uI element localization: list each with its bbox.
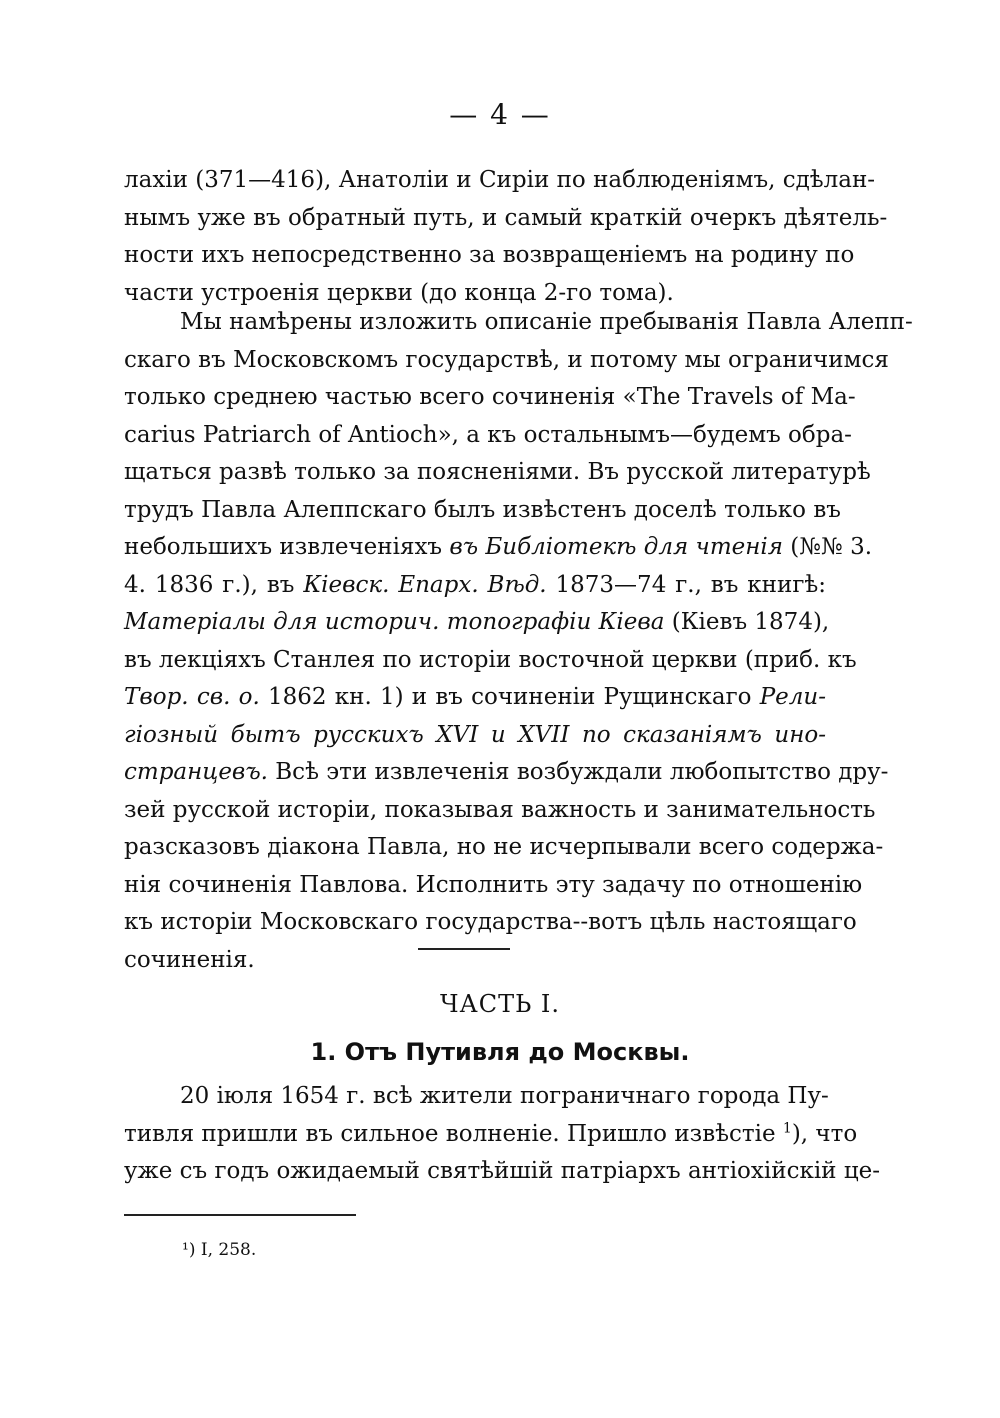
paragraph-2: [124, 304, 913, 979]
text-run: (Кіевъ 1874),: [664, 609, 830, 635]
text-run: (№№ 3.: [783, 534, 873, 560]
italic-citation: Твор. св. о.: [124, 684, 260, 710]
text-line: нымъ уже въ обратный путь, и самый краткій очеркъ дѣятель-: [124, 204, 888, 231]
text-line: трудъ Павла Алеппскаго былъ извѣстенъ доселѣ только въ: [124, 496, 841, 523]
text-line: части устроенія церкви (до конца 2-го тома).: [124, 279, 674, 306]
text-run: небольшихъ извлеченіяхъ: [124, 534, 450, 560]
text-line: [124, 604, 830, 642]
text-line: [124, 567, 826, 605]
text-line: [124, 754, 889, 792]
text-line: Мы намѣрены изложить описаніе пребыванія Павла Алепп-: [180, 309, 913, 335]
text-run: 4. 1836 г.), въ: [124, 571, 304, 598]
text-line: [124, 529, 873, 567]
footnote-marker: 1: [782, 1119, 792, 1136]
text-line: уже съ годъ ожидаемый святѣйшій патріархъ антіохійскій це-: [124, 1158, 880, 1184]
footnote: ¹) I, 258.: [182, 1240, 257, 1260]
text-line: въ лекціяхъ Станлея по исторіи восточной церкви (приб. къ: [124, 646, 857, 673]
text-line: только среднею частью всего сочиненія «The Travels of Ma-: [124, 384, 856, 410]
text-run: ), что: [791, 1120, 858, 1147]
text-line: лахіи (371—416), Анатоліи и Сиріи по наблюденіямъ, сдѣлан-: [124, 167, 876, 193]
text-line: [124, 1116, 858, 1154]
text-line: къ исторіи Московскаго государства--вотъ цѣль настоящаго: [124, 909, 857, 935]
text-run: 1873—74 г., въ книгѣ:: [546, 571, 826, 598]
text-line: [124, 679, 826, 717]
text-line: щаться развѣ только за поясненіями. Въ русской литературѣ: [124, 459, 871, 485]
section-divider: [418, 948, 510, 950]
text-line: ности ихъ непосредственно за возвращеніемъ на родину по: [124, 242, 855, 268]
chapter-heading: 1. Отъ Путивля до Москвы.: [310, 1038, 690, 1066]
italic-citation: Кіевск. Епарх. Вѣд.: [303, 571, 547, 598]
text-line: сочиненія.: [124, 946, 255, 973]
text-run: тивля пришли въ сильное волненіе. Пришло извѣстіе: [124, 1120, 783, 1147]
italic-citation: Рели-: [759, 684, 827, 710]
text-line: [124, 717, 826, 755]
italic-citation: странцевъ.: [124, 759, 268, 785]
italic-citation: гіозный бытъ русскихъ XVI и XVII по сказаніямъ ино-: [124, 721, 826, 748]
part-heading: ЧАСТЬ I.: [439, 990, 560, 1018]
text-run: 1862 кн. 1) и въ сочиненіи Рущинскаго: [259, 684, 760, 710]
text-line: разсказовъ діакона Павла, но не исчерпывали всего содержа-: [124, 834, 884, 860]
text-line: 20 іюля 1654 г. всѣ жители пограничнаго города Пу-: [180, 1083, 829, 1109]
text-line: carius Patriarch of Antioch», а къ остальнымъ—будемъ обра-: [124, 421, 852, 448]
page-number: — 4 —: [449, 98, 551, 131]
text-line: зей русской исторіи, показывая важность и занимательность: [124, 796, 876, 823]
text-run: Всѣ эти извлеченія возбуждали любопытство дру-: [267, 759, 889, 785]
text-line: скаго въ Московскомъ государствѣ, и потому мы ограничимся: [124, 346, 889, 373]
italic-citation: Матеріалы для историч. топографіи Кіева: [124, 609, 665, 635]
text-line: нія сочиненія Павлова. Исполнить эту задачу по отношенію: [124, 871, 863, 898]
paragraph-1: [124, 162, 888, 312]
footnote-divider: [124, 1214, 356, 1216]
italic-citation: въ Библіотекѣ для чтенія: [449, 534, 783, 560]
paragraph-3: [124, 1078, 880, 1191]
